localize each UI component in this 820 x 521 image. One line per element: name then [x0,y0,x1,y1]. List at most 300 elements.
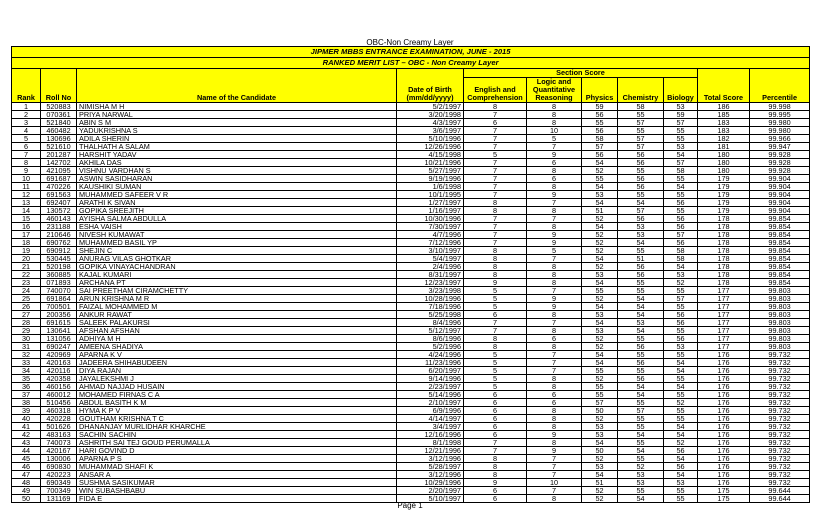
cell-biology: 54 [664,431,698,439]
cell-percentile: 99.803 [750,303,810,311]
cell-name: SACHIN SACHIN [77,431,397,439]
cell-english: 5 [464,295,527,303]
cell-biology: 55 [664,135,698,143]
table-row [12,263,810,271]
cell-physics: 53 [582,463,618,471]
cell-chemistry: 55 [618,455,664,463]
table-row [12,343,810,351]
cell-rank: 1 [12,103,41,111]
cell-dob: 3/23/1998 [397,287,464,295]
cell-biology: 54 [664,471,698,479]
cell-biology: 52 [664,399,698,407]
cell-english: 5 [464,375,527,383]
cell-roll-no: 700349 [41,487,77,495]
table-row [12,167,810,175]
col-english: English and Comprehension [464,78,527,103]
cell-chemistry: 55 [618,127,664,135]
cell-biology: 54 [664,423,698,431]
cell-total: 176 [698,463,750,471]
cell-name: AMEENA SHADIYA [77,343,397,351]
cell-percentile: 99.732 [750,455,810,463]
page-number: Page 1 [397,501,423,510]
cell-roll-no: 520198 [41,263,77,271]
cell-chemistry: 56 [618,175,664,183]
cell-physics: 58 [582,135,618,143]
cell-biology: 54 [664,151,698,159]
cell-logic: 7 [527,471,582,479]
table-row [12,391,810,399]
cell-chemistry: 54 [618,391,664,399]
cell-rank: 49 [12,487,41,495]
cell-dob: 1/6/1998 [397,183,464,191]
cell-rank: 41 [12,423,41,431]
cell-chemistry: 55 [618,279,664,287]
cell-name: AYISHA SALMA ABDULLA [77,215,397,223]
cell-total: 178 [698,223,750,231]
cell-biology: 57 [664,295,698,303]
cell-biology: 58 [664,255,698,263]
cell-physics: 53 [582,423,618,431]
cell-physics: 51 [582,479,618,487]
table-row [12,311,810,319]
cell-english: 6 [464,407,527,415]
cell-percentile: 99.732 [750,391,810,399]
cell-rank: 42 [12,431,41,439]
table-row [12,399,810,407]
cell-roll-no: 691687 [41,175,77,183]
cell-logic: 7 [527,359,582,367]
cell-roll-no: 691615 [41,319,77,327]
cell-physics: 56 [582,127,618,135]
table-row [12,479,810,487]
cell-rank: 25 [12,295,41,303]
cell-rank: 13 [12,199,41,207]
cell-logic: 7 [527,351,582,359]
cell-logic: 9 [527,191,582,199]
cell-name: ANSAR A [77,471,397,479]
cell-english: 7 [464,127,527,135]
cell-physics: 52 [582,167,618,175]
cell-roll-no: 691563 [41,191,77,199]
cell-biology: 53 [664,479,698,487]
cell-dob: 4/24/1996 [397,351,464,359]
cell-physics: 54 [582,279,618,287]
cell-chemistry: 55 [618,487,664,495]
cell-physics: 54 [582,223,618,231]
cell-total: 183 [698,119,750,127]
cell-rank: 15 [12,215,41,223]
cell-total: 179 [698,191,750,199]
cell-total: 179 [698,199,750,207]
table-body [12,103,810,503]
cell-logic: 7 [527,287,582,295]
cell-logic: 8 [527,119,582,127]
cell-biology: 54 [664,383,698,391]
cell-percentile: 99.854 [750,231,810,239]
cell-name: ASHRITH SAI TEJ GOUD PERUMALLA [77,439,397,447]
cell-logic: 6 [527,175,582,183]
cell-total: 176 [698,471,750,479]
cell-biology: 54 [664,359,698,367]
table-row [12,239,810,247]
cell-english: 7 [464,223,527,231]
cell-name: DHANANJAY MURLIDHAR KHARCHE [77,423,397,431]
cell-chemistry: 54 [618,295,664,303]
cell-physics: 54 [582,351,618,359]
cell-percentile: 99.947 [750,143,810,151]
cell-physics: 52 [582,231,618,239]
cell-total: 177 [698,287,750,295]
cell-dob: 8/4/1996 [397,319,464,327]
cell-biology: 55 [664,327,698,335]
cell-name: GOPIKA VINAYACHANDRAN [77,263,397,271]
cell-roll-no: 690349 [41,479,77,487]
cell-biology: 57 [664,231,698,239]
cell-name: SUSHMA SASIKUMAR [77,479,397,487]
cell-logic: 8 [527,223,582,231]
cell-english: 8 [464,263,527,271]
cell-biology: 55 [664,495,698,503]
cell-english: 7 [464,175,527,183]
cell-name: MUHAMMED SAFEER V R [77,191,397,199]
cell-total: 176 [698,399,750,407]
cell-english: 6 [464,311,527,319]
table-row [12,351,810,359]
cell-biology: 56 [664,319,698,327]
cell-logic: 5 [527,247,582,255]
cell-dob: 2/20/1997 [397,487,464,495]
cell-total: 177 [698,343,750,351]
cell-total: 177 [698,295,750,303]
cell-dob: 5/14/1996 [397,391,464,399]
cell-biology: 54 [664,263,698,271]
cell-percentile: 99.904 [750,199,810,207]
cell-roll-no: 210646 [41,231,77,239]
cell-name: NIVESH KUMAWAT [77,231,397,239]
cell-dob: 5/28/1997 [397,463,464,471]
cell-logic: 8 [527,327,582,335]
cell-english: 7 [464,159,527,167]
cell-english: 8 [464,343,527,351]
cell-total: 178 [698,247,750,255]
cell-total: 182 [698,135,750,143]
cell-logic: 7 [527,215,582,223]
cell-dob: 3/6/1997 [397,127,464,135]
cell-rank: 6 [12,143,41,151]
exam-title: JIPMER MBBS ENTRANCE EXAMINATION, JUNE - 2015 [12,47,810,58]
merit-list-sheet [11,46,809,503]
cell-biology: 56 [664,223,698,231]
col-chemistry: Chemistry [618,78,664,103]
cell-total: 176 [698,383,750,391]
cell-physics: 50 [582,407,618,415]
cell-english: 6 [464,431,527,439]
cell-logic: 8 [527,271,582,279]
cell-chemistry: 56 [618,183,664,191]
cell-english: 5 [464,383,527,391]
cell-logic: 6 [527,335,582,343]
cell-name: MUHAMMED BASIL YP [77,239,397,247]
cell-dob: 12/23/1997 [397,279,464,287]
cell-dob: 2/10/1997 [397,399,464,407]
cell-roll-no: 420223 [41,471,77,479]
cell-roll-no: 130696 [41,135,77,143]
cell-rank: 32 [12,351,41,359]
cell-physics: 59 [582,103,618,111]
cell-percentile: 99.928 [750,167,810,175]
cell-chemistry: 54 [618,495,664,503]
cell-biology: 57 [664,159,698,167]
cell-logic: 8 [527,111,582,119]
cell-name: NIMISHA M H [77,103,397,111]
cell-name: ADILA SHERIN [77,135,397,143]
col-physics: Physics [582,78,618,103]
cell-biology: 59 [664,111,698,119]
cell-rank: 35 [12,375,41,383]
cell-roll-no: 700501 [41,303,77,311]
cell-english: 7 [464,111,527,119]
cell-chemistry: 56 [618,359,664,367]
cell-total: 178 [698,239,750,247]
cell-roll-no: 420969 [41,351,77,359]
cell-total: 178 [698,263,750,271]
cell-english: 7 [464,447,527,455]
cell-rank: 24 [12,287,41,295]
cell-physics: 54 [582,439,618,447]
cell-logic: 6 [527,399,582,407]
cell-chemistry: 53 [618,231,664,239]
cell-total: 178 [698,215,750,223]
cell-logic: 7 [527,319,582,327]
cell-name: WIN SUBASHBABU [77,487,397,495]
cell-logic: 8 [527,407,582,415]
cell-logic: 7 [527,199,582,207]
cell-english: 6 [464,399,527,407]
cell-percentile: 99.732 [750,375,810,383]
cell-total: 176 [698,375,750,383]
cell-english: 5 [464,351,527,359]
cell-dob: 3/20/1998 [397,111,464,119]
cell-biology: 55 [664,191,698,199]
cell-physics: 52 [582,415,618,423]
cell-percentile: 99.803 [750,295,810,303]
cell-total: 175 [698,487,750,495]
cell-percentile: 99.644 [750,495,810,503]
cell-percentile: 99.803 [750,287,810,295]
cell-percentile: 99.904 [750,183,810,191]
cell-dob: 7/12/1996 [397,239,464,247]
cell-rank: 36 [12,383,41,391]
cell-english: 8 [464,199,527,207]
cell-physics: 54 [582,303,618,311]
cell-physics: 52 [582,455,618,463]
cell-rank: 22 [12,271,41,279]
cell-total: 176 [698,447,750,455]
cell-dob: 2/23/1997 [397,383,464,391]
cell-english: 8 [464,463,527,471]
cell-total: 181 [698,143,750,151]
cell-chemistry: 51 [618,255,664,263]
cell-english: 6 [464,415,527,423]
cell-name: MOHAMED FIRNAS C A [77,391,397,399]
cell-rank: 5 [12,135,41,143]
cell-logic: 8 [527,423,582,431]
cell-biology: 55 [664,415,698,423]
cell-dob: 1/27/1997 [397,199,464,207]
cell-biology: 58 [664,167,698,175]
cell-percentile: 99.854 [750,263,810,271]
cell-total: 179 [698,183,750,191]
cell-dob: 2/4/1996 [397,263,464,271]
cell-roll-no: 690830 [41,463,77,471]
cell-percentile: 99.732 [750,407,810,415]
cell-roll-no: 421095 [41,167,77,175]
cell-logic: 8 [527,183,582,191]
cell-dob: 11/23/1996 [397,359,464,367]
cell-physics: 54 [582,471,618,479]
cell-total: 185 [698,111,750,119]
cell-dob: 10/30/1996 [397,215,464,223]
cell-percentile: 99.980 [750,127,810,135]
cell-physics: 52 [582,239,618,247]
cell-biology: 52 [664,279,698,287]
cell-roll-no: 142702 [41,159,77,167]
cell-total: 176 [698,439,750,447]
cell-name: YADUKRISHNA S [77,127,397,135]
table-row [12,215,810,223]
table-row [12,103,810,111]
cell-chemistry: 57 [618,207,664,215]
cell-chemistry: 55 [618,423,664,431]
cell-rank: 21 [12,263,41,271]
cell-rank: 30 [12,335,41,343]
cell-name: KAUSHIKI SUMAN [77,183,397,191]
cell-english: 6 [464,423,527,431]
cell-dob: 6/20/1997 [397,367,464,375]
cell-biology: 58 [664,247,698,255]
cell-logic: 8 [527,207,582,215]
table-row [12,487,810,495]
cell-total: 180 [698,159,750,167]
col-roll-no: Roll No [41,69,77,103]
cell-dob: 10/28/1996 [397,295,464,303]
cell-physics: 56 [582,111,618,119]
cell-english: 8 [464,271,527,279]
cell-roll-no: 130006 [41,455,77,463]
cell-name: HYMA K P V [77,407,397,415]
cell-roll-no: 071893 [41,279,77,287]
cell-dob: 10/29/1996 [397,479,464,487]
cell-rank: 20 [12,255,41,263]
cell-biology: 55 [664,391,698,399]
top-caption: OBC-Non Creamy Layer [366,38,454,47]
cell-dob: 12/16/1996 [397,431,464,439]
cell-english: 7 [464,439,527,447]
cell-chemistry: 55 [618,351,664,359]
cell-rank: 50 [12,495,41,503]
cell-physics: 53 [582,311,618,319]
cell-logic: 9 [527,303,582,311]
table-row [12,295,810,303]
cell-biology: 56 [664,335,698,343]
cell-percentile: 99.732 [750,399,810,407]
cell-logic: 8 [527,263,582,271]
cell-rank: 23 [12,279,41,287]
cell-rank: 28 [12,319,41,327]
cell-roll-no: 420116 [41,367,77,375]
cell-percentile: 99.732 [750,415,810,423]
cell-physics: 55 [582,287,618,295]
cell-name: AFSHAN AFSHAN [77,327,397,335]
cell-dob: 5/10/1996 [397,135,464,143]
cell-rank: 40 [12,415,41,423]
cell-english: 8 [464,255,527,263]
cell-english: 9 [464,279,527,287]
col-total: Total Score [698,69,750,103]
cell-roll-no: 530445 [41,255,77,263]
cell-physics: 54 [582,319,618,327]
cell-physics: 53 [582,431,618,439]
cell-biology: 53 [664,271,698,279]
cell-name: ADHIYA M H [77,335,397,343]
cell-roll-no: 520883 [41,103,77,111]
table-row [12,223,810,231]
cell-physics: 52 [582,343,618,351]
cell-logic: 10 [527,127,582,135]
cell-percentile: 99.644 [750,487,810,495]
cell-physics: 54 [582,183,618,191]
cell-percentile: 99.732 [750,383,810,391]
cell-roll-no: 360885 [41,271,77,279]
cell-name: SHEJIN C [77,247,397,255]
cell-chemistry: 58 [618,103,664,111]
cell-rank: 29 [12,327,41,335]
table-row [12,191,810,199]
table-row [12,335,810,343]
cell-total: 178 [698,231,750,239]
cell-dob: 1/16/1997 [397,207,464,215]
cell-chemistry: 55 [618,439,664,447]
cell-chemistry: 55 [618,287,664,295]
cell-name: GOUTHAM KRISHNA T C [77,415,397,423]
cell-dob: 12/26/1996 [397,143,464,151]
cell-physics: 53 [582,271,618,279]
cell-english: 7 [464,215,527,223]
cell-logic: 9 [527,151,582,159]
cell-logic: 9 [527,295,582,303]
cell-english: 5 [464,287,527,295]
cell-chemistry: 52 [618,463,664,471]
cell-rank: 19 [12,247,41,255]
table-row [12,375,810,383]
cell-chemistry: 54 [618,303,664,311]
cell-chemistry: 53 [618,471,664,479]
cell-total: 179 [698,175,750,183]
cell-chemistry: 55 [618,399,664,407]
col-percentile: Percentile [750,69,810,103]
cell-biology: 56 [664,447,698,455]
cell-physics: 52 [582,295,618,303]
cell-percentile: 99.904 [750,207,810,215]
cell-rank: 43 [12,439,41,447]
cell-biology: 57 [664,119,698,127]
cell-rank: 14 [12,207,41,215]
cell-rank: 10 [12,175,41,183]
cell-roll-no: 420163 [41,359,77,367]
cell-roll-no: 460156 [41,383,77,391]
cell-chemistry: 54 [618,431,664,439]
table-row [12,383,810,391]
